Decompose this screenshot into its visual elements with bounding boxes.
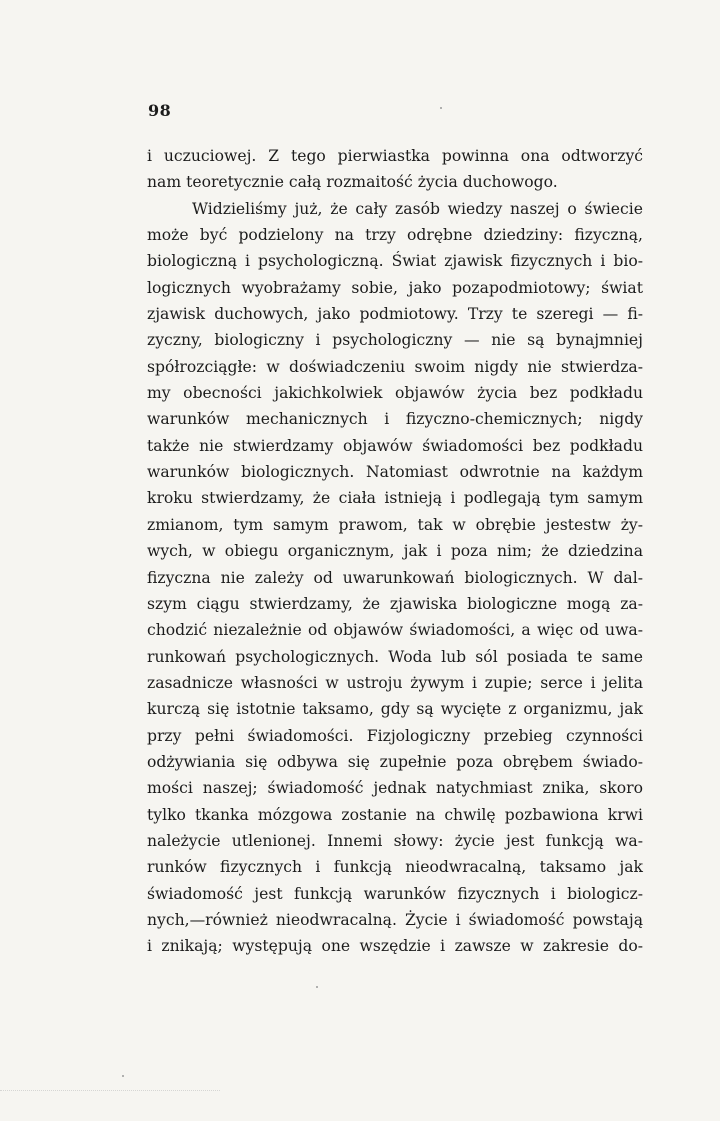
text-line: fizyczna nie zależy od uwarunkowań biologicznych. W dal- — [147, 568, 643, 587]
text-line: zyczny, biologiczny i psychologiczny — nie są bynajmniej — [147, 331, 643, 350]
page-number: 98 — [148, 101, 172, 120]
text-line: przy pełni świadomości. Fizjologiczny przebieg czynności — [147, 726, 643, 745]
text-line: Widzieliśmy już, że cały zasób wiedzy naszej o świecie — [192, 199, 643, 218]
scan-edge — [0, 1090, 220, 1121]
scan-speck — [316, 986, 318, 988]
text-line: zmianom, tym samym prawom, tak w obrębie jestestw ży- — [147, 515, 643, 534]
text-line: runków fizycznych i funkcją nieodwracalną, taksamo jak — [147, 858, 643, 877]
text-line: zjawisk duchowych, jako podmiotowy. Trzy te szeregi — fi- — [147, 305, 643, 324]
text-line: my obecności jakichkolwiek objawów życia bez podkładu — [147, 384, 643, 403]
body-text — [147, 143, 643, 960]
text-line: nam teoretycznie całą rozmaitość życia duchowogo. — [147, 173, 558, 192]
text-line: wych, w obiegu organicznym, jak i poza nim; że dziedzina — [147, 542, 643, 561]
scan-speck — [440, 107, 442, 109]
text-line: nych,—również nieodwracalną. Życie i świadomość powstają — [147, 910, 643, 929]
text-line: należycie utlenionej. Innemi słowy: życie jest funkcją wa- — [147, 831, 643, 850]
text-line: warunków biologicznych. Natomiast odwrotnie na każdym — [147, 463, 643, 482]
text-line: także nie stwierdzamy objawów świadomości bez podkładu — [147, 436, 643, 455]
text-line: biologiczną i psychologiczną. Świat zjawisk fizycznych i bio- — [147, 252, 643, 271]
text-line: szym ciągu stwierdzamy, że zjawiska biologiczne mogą za- — [147, 594, 643, 613]
text-line: tylko tkanka mózgowa zostanie na chwilę pozbawiona krwi — [147, 805, 643, 824]
text-line: chodzić niezależnie od objawów świadomości, a więc od uwa- — [147, 621, 643, 640]
text-line: odżywiania się odbywa się zupełnie poza obrębem świado- — [147, 752, 643, 771]
text-line: kurczą się istotnie taksamo, gdy są wycięte z organizmu, jak — [147, 700, 643, 719]
text-line: warunków mechanicznych i fizyczno-chemicznych; nigdy — [147, 410, 643, 429]
scan-speck — [122, 1075, 124, 1077]
text-line: mości naszej; świadomość jednak natychmiast znika, skoro — [147, 779, 643, 798]
text-line: runkowań psychologicznych. Woda lub sól posiada te same — [147, 647, 643, 666]
text-line: świadomość jest funkcją warunków fizycznych i biologicz- — [147, 884, 643, 903]
text-line: spółrozciągłe: w doświadczeniu swoim nigdy nie stwierdza- — [147, 357, 643, 376]
text-line: logicznych wyobrażamy sobie, jako pozapodmiotowy; świat — [147, 278, 643, 297]
text-line: i znikają; występują one wszędzie i zawsze w zakresie do- — [147, 937, 643, 956]
text-line: może być podzielony na trzy odrębne dziedziny: fizyczną, — [147, 226, 643, 245]
text-line: kroku stwierdzamy, że ciała istnieją i podlegają tym samym — [147, 489, 643, 508]
text-line: i uczuciowej. Z tego pierwiastka powinna ona odtworzyć — [147, 147, 643, 165]
text-line: zasadnicze własności w ustroju żywym i zupie; serce i jelita — [147, 673, 643, 692]
